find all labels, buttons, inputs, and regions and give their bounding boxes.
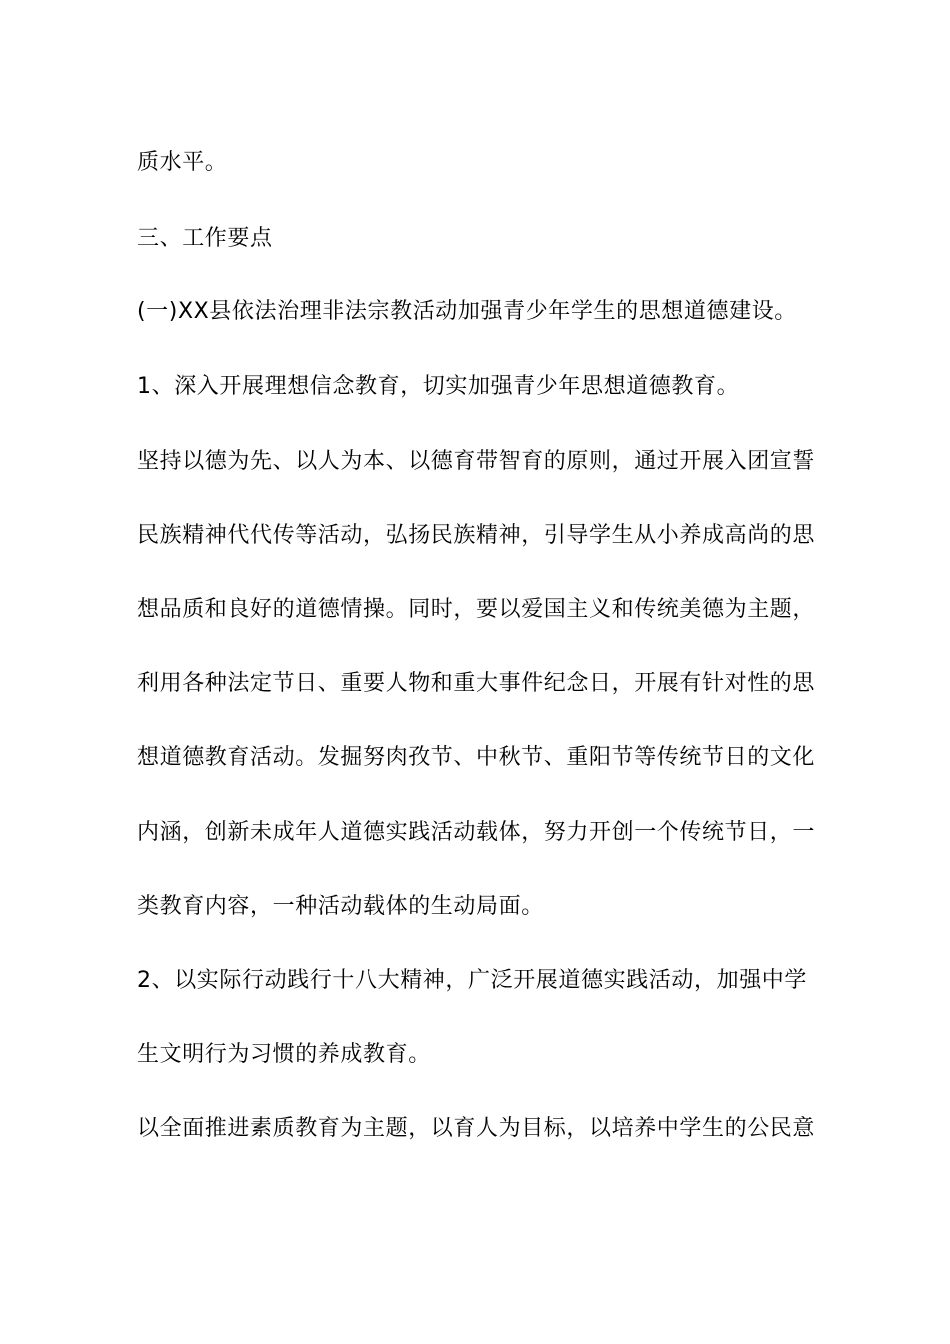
text-line: 想品质和良好的道德情操。同时，要以爱国主义和传统美德为主题， <box>137 597 816 622</box>
section-heading: 三、工作要点 <box>137 226 273 251</box>
text-line: 想道德教育活动。发掘努肉孜节、中秋节、重阳节等传统节日的文化 <box>137 745 816 770</box>
text-line: 以全面推进素质教育为主题，以育人为目标，以培养中学生的公民意 <box>137 1116 816 1141</box>
subsection-heading: (一)XX县依法治理非法宗教活动加强青少年学生的思想道德建设。 <box>137 299 797 324</box>
text-line: 内涵，创新未成年人道德实践活动载体，努力开创一个传统节日，一 <box>137 820 816 845</box>
text-line: 生文明行为习惯的养成教育。 <box>137 1042 431 1067</box>
text-line: 坚持以德为先、以人为本、以德育带智育的原则，通过开展入团宣誓 <box>137 449 816 474</box>
text-line: 类教育内容，一种活动载体的生动局面。 <box>137 894 544 919</box>
text-line: 质水平。 <box>137 150 228 175</box>
text-line: 利用各种法定节日、重要人物和重大事件纪念日，开展有针对性的思 <box>137 671 816 696</box>
item-heading: 2、以实际行动践行十八大精神，广泛开展道德实践活动，加强中学 <box>137 968 807 993</box>
text-line: 民族精神代代传等活动，弘扬民族精神，引导学生从小养成高尚的思 <box>137 523 816 548</box>
item-heading: 1、深入开展理想信念教育，切实加强青少年思想道德教育。 <box>137 374 740 399</box>
